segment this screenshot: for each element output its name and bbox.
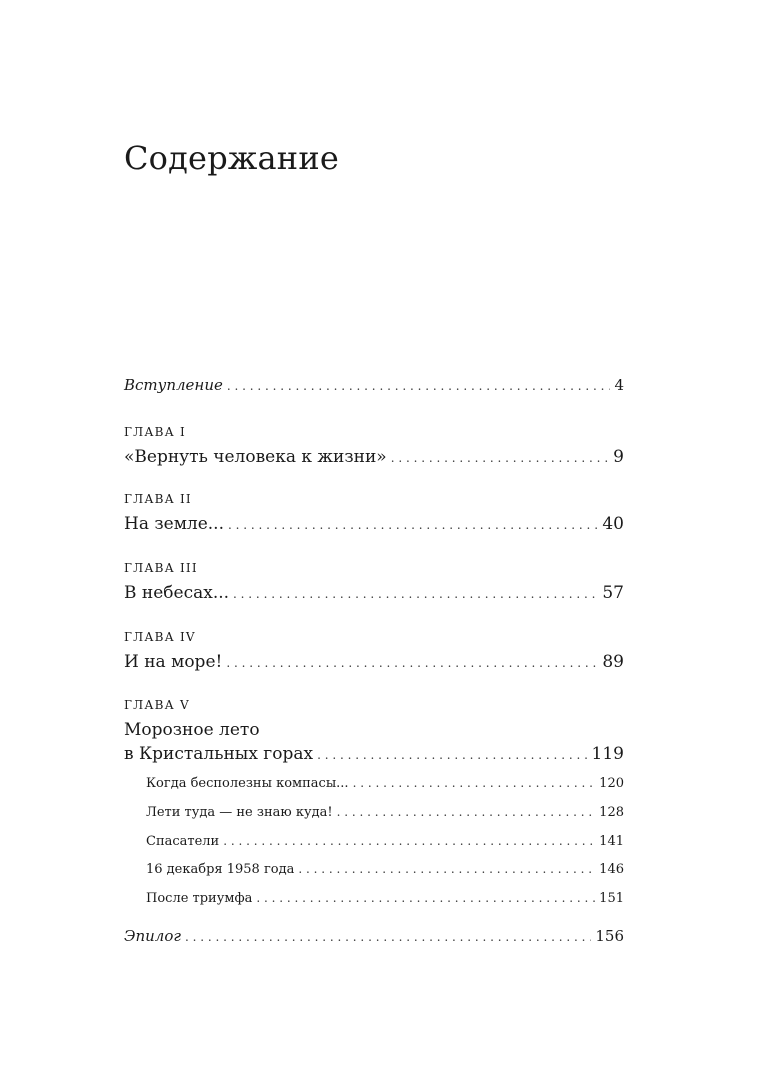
dot-leader — [298, 862, 595, 876]
page-title: Содержание — [124, 139, 339, 177]
dot-leader — [391, 451, 609, 465]
dot-leader — [337, 805, 596, 819]
toc-page-number: 40 — [602, 514, 624, 534]
dot-leader — [223, 834, 595, 848]
dot-leader — [233, 587, 598, 601]
toc-page-number: 120 — [599, 776, 624, 791]
toc-page-number: 151 — [599, 891, 624, 906]
toc-subentry[interactable] — [146, 805, 624, 820]
toc-subentry[interactable] — [146, 776, 624, 791]
toc-entry-title: И на море! — [124, 652, 223, 672]
toc-subentry[interactable] — [146, 834, 624, 849]
toc-entry-title: Эпилог — [124, 927, 181, 945]
dot-leader — [317, 748, 587, 762]
dot-leader — [185, 930, 591, 944]
chapter-label: ГЛАВА IV — [124, 630, 196, 644]
toc-page-number: 156 — [595, 927, 624, 945]
toc-subentry-title: Спасатели — [146, 834, 220, 849]
toc-entry-title-line: Морозное лето — [124, 720, 260, 740]
dot-leader — [227, 379, 611, 393]
toc-entry-chapter-2[interactable] — [124, 514, 624, 534]
toc-subentry[interactable] — [146, 891, 624, 906]
toc-entry-epilogue[interactable] — [124, 927, 624, 945]
toc-subentry-title: Лети туда — не знаю куда! — [146, 805, 333, 820]
toc-entry-title: «Вернуть человека к жизни» — [124, 447, 387, 467]
toc-page-number: 119 — [591, 744, 624, 764]
toc-page-number: 141 — [599, 834, 624, 849]
toc-entry-intro[interactable] — [124, 376, 624, 394]
toc-subentry[interactable] — [146, 862, 624, 877]
toc-page-number: 146 — [599, 862, 624, 877]
toc-entry-title: В небесах... — [124, 583, 230, 603]
toc-page-number: 4 — [614, 376, 624, 394]
dot-leader — [228, 518, 598, 532]
dot-leader — [256, 891, 595, 905]
toc-entry-chapter-5[interactable] — [124, 744, 624, 764]
toc-entry-title: На земле... — [124, 514, 224, 534]
chapter-label: ГЛАВА III — [124, 561, 198, 575]
toc-entry-chapter-4[interactable] — [124, 652, 624, 672]
chapter-label: ГЛАВА II — [124, 492, 192, 506]
toc-page-number: 128 — [599, 805, 624, 820]
toc-entry-chapter-3[interactable] — [124, 583, 624, 603]
toc-entry-title: Вступление — [124, 376, 223, 394]
chapter-label: ГЛАВА V — [124, 698, 190, 712]
dot-leader — [226, 656, 598, 670]
toc-subentry-title: 16 декабря 1958 года — [146, 862, 295, 877]
toc-page-number: 9 — [613, 447, 624, 467]
toc-page-number: 57 — [602, 583, 624, 603]
toc-subentry-title: После триумфа — [146, 891, 253, 906]
toc-page-number: 89 — [602, 652, 624, 672]
toc-subentry-title: Когда бесполезны компасы... — [146, 776, 349, 791]
toc-entry-chapter-1[interactable] — [124, 447, 624, 467]
toc-entry-title: в Кристальных горах — [124, 744, 314, 764]
chapter-label: ГЛАВА I — [124, 425, 186, 439]
dot-leader — [353, 776, 596, 790]
